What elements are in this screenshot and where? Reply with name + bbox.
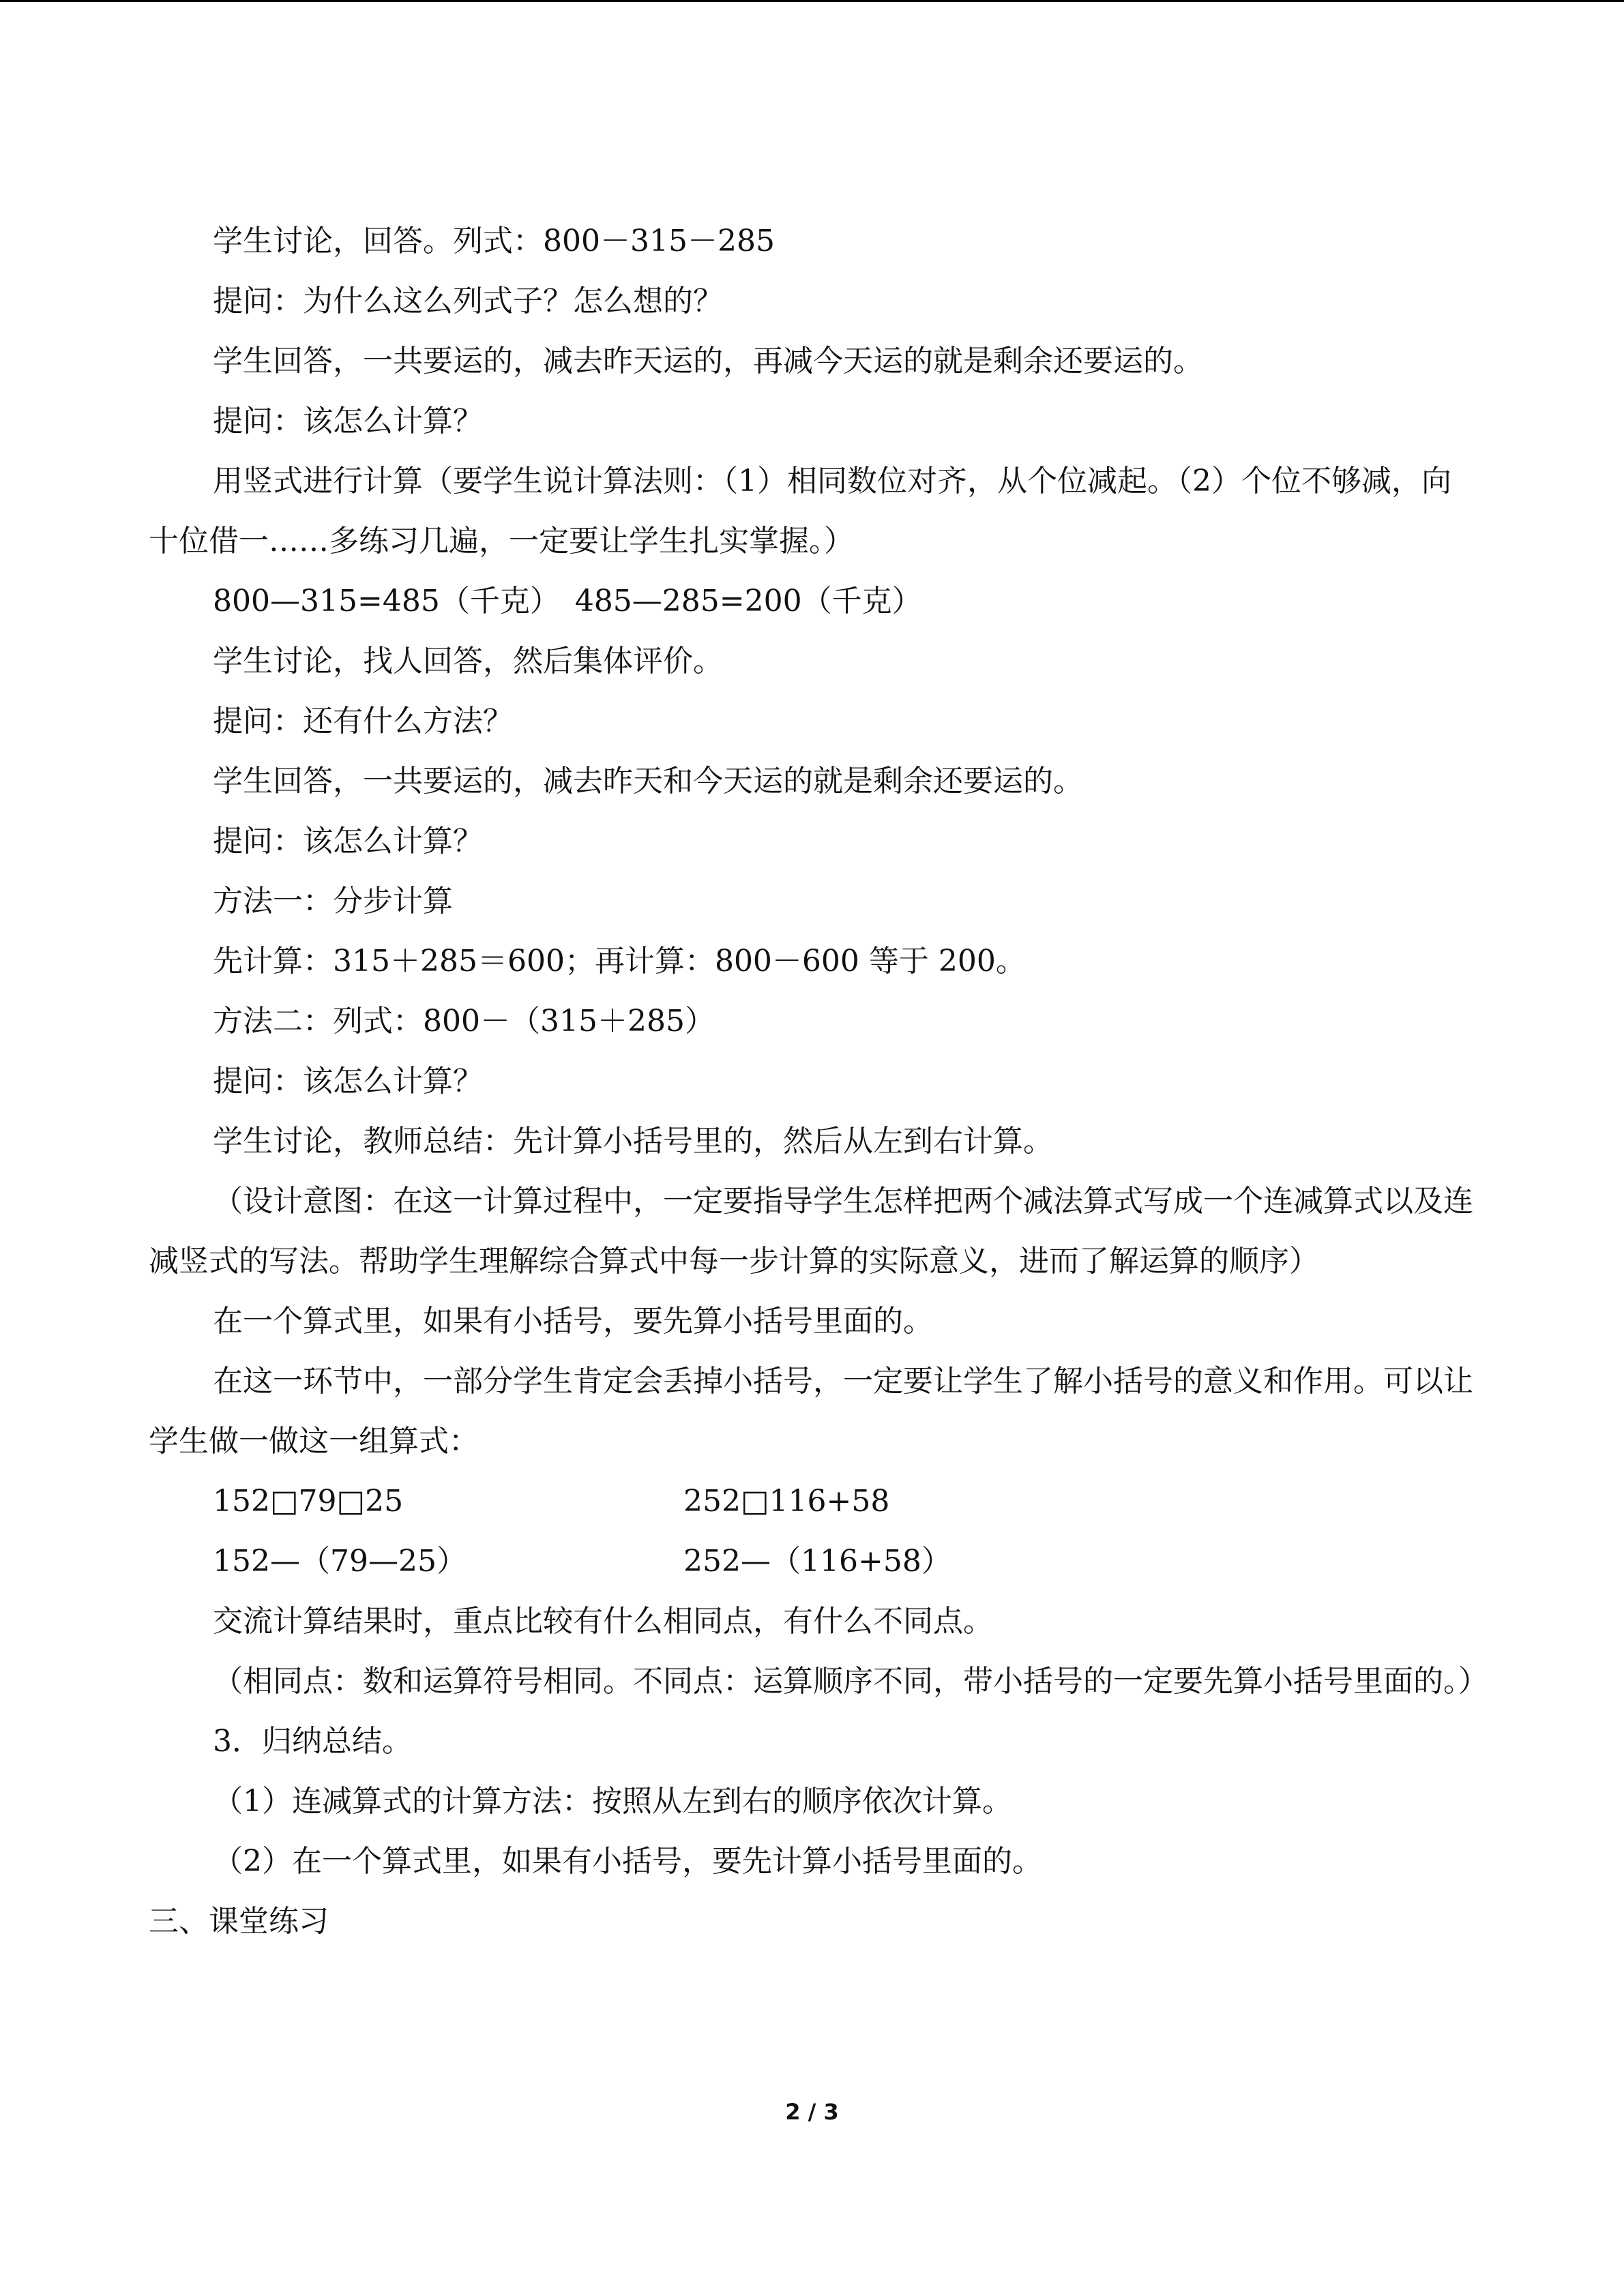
text-line: 提问：该怎么计算？ bbox=[213, 404, 483, 438]
exercise-left: 152—（79—25） bbox=[213, 1544, 467, 1579]
document-body bbox=[149, 211, 1488, 1952]
exercise-right: 252□116+58 bbox=[683, 1484, 890, 1519]
exercise-row bbox=[149, 1472, 1479, 1532]
section-heading: 三、课堂练习 bbox=[149, 1904, 329, 1939]
text-line: 方法二：列式：800－（315＋285） bbox=[213, 1004, 715, 1039]
exercise-row bbox=[149, 1532, 1479, 1592]
exercise-right: 252—（116+58） bbox=[683, 1544, 951, 1579]
text-line: 先计算：315＋285＝600；再计算：800－600 等于 200。 bbox=[213, 944, 1026, 979]
text-line-compare: 交流计算结果时，重点比较有什么相同点，有什么不同点。 bbox=[213, 1604, 993, 1639]
exercise-left: 152□79□25 bbox=[213, 1484, 404, 1519]
paragraph-same-diff: （相同点：数和运算符号相同。不同点：运算顺序不同，带小括号的一定要先算小括号里面的。） bbox=[213, 1664, 1488, 1699]
text-line: 学生讨论，回答。列式：800－315－285 bbox=[213, 224, 775, 258]
text-line: 学生回答，一共要运的，减去昨天和今天运的就是剩余还要运的。 bbox=[213, 764, 1083, 799]
text-line: 方法一：分步计算 bbox=[213, 884, 453, 919]
paragraph-link: 在这一环节中，一部分学生肯定会丢掉小括号，一定要让学生了解小括号的意义和作用。可以让学生做一做这一组算式： bbox=[149, 1364, 1473, 1459]
summary-heading: 3．归纳总结。 bbox=[213, 1724, 412, 1759]
text-line: 提问：为什么这么列式子？怎么想的？ bbox=[213, 284, 723, 318]
text-line: 学生回答，一共要运的，减去昨天运的，再减今天运的就是剩余还要运的。 bbox=[213, 344, 1203, 378]
text-line: 提问：还有什么方法？ bbox=[213, 704, 513, 739]
text-line: 学生讨论，教师总结：先计算小括号里的，然后从左到右计算。 bbox=[213, 1124, 1053, 1159]
summary-item: （1）连减算式的计算方法：按照从左到右的顺序依次计算。 bbox=[213, 1784, 1012, 1819]
text-line-rule: 在一个算式里，如果有小括号，要先算小括号里面的。 bbox=[213, 1304, 933, 1339]
text-line: 学生讨论，找人回答，然后集体评价。 bbox=[213, 644, 723, 679]
page-number: 2 / 3 bbox=[785, 2099, 839, 2125]
summary-item: （2）在一个算式里，如果有小括号，要先计算小括号里面的。 bbox=[213, 1844, 1042, 1879]
text-line: 提问：该怎么计算？ bbox=[213, 1064, 483, 1099]
paragraph-design-intent: （设计意图：在这一计算过程中，一定要指导学生怎样把两个减法算式写成一个连减算式以及连减竖式的写法。帮助学生理解综合算式中每一步计算的实际意义，进而了解运算的顺序） bbox=[149, 1184, 1473, 1279]
text-line: 提问：该怎么计算？ bbox=[213, 824, 483, 859]
paragraph-vertical-method: 用竖式进行计算（要学生说计算法则：（1）相同数位对齐，从个位减起。（2）个位不够减，向十位借一……多练习几遍，一定要让学生扎实掌握。） bbox=[149, 464, 1451, 558]
calc-line: 800—315=485（千克） 485—285=200（千克） bbox=[213, 584, 922, 618]
top-border bbox=[0, 0, 1624, 2]
